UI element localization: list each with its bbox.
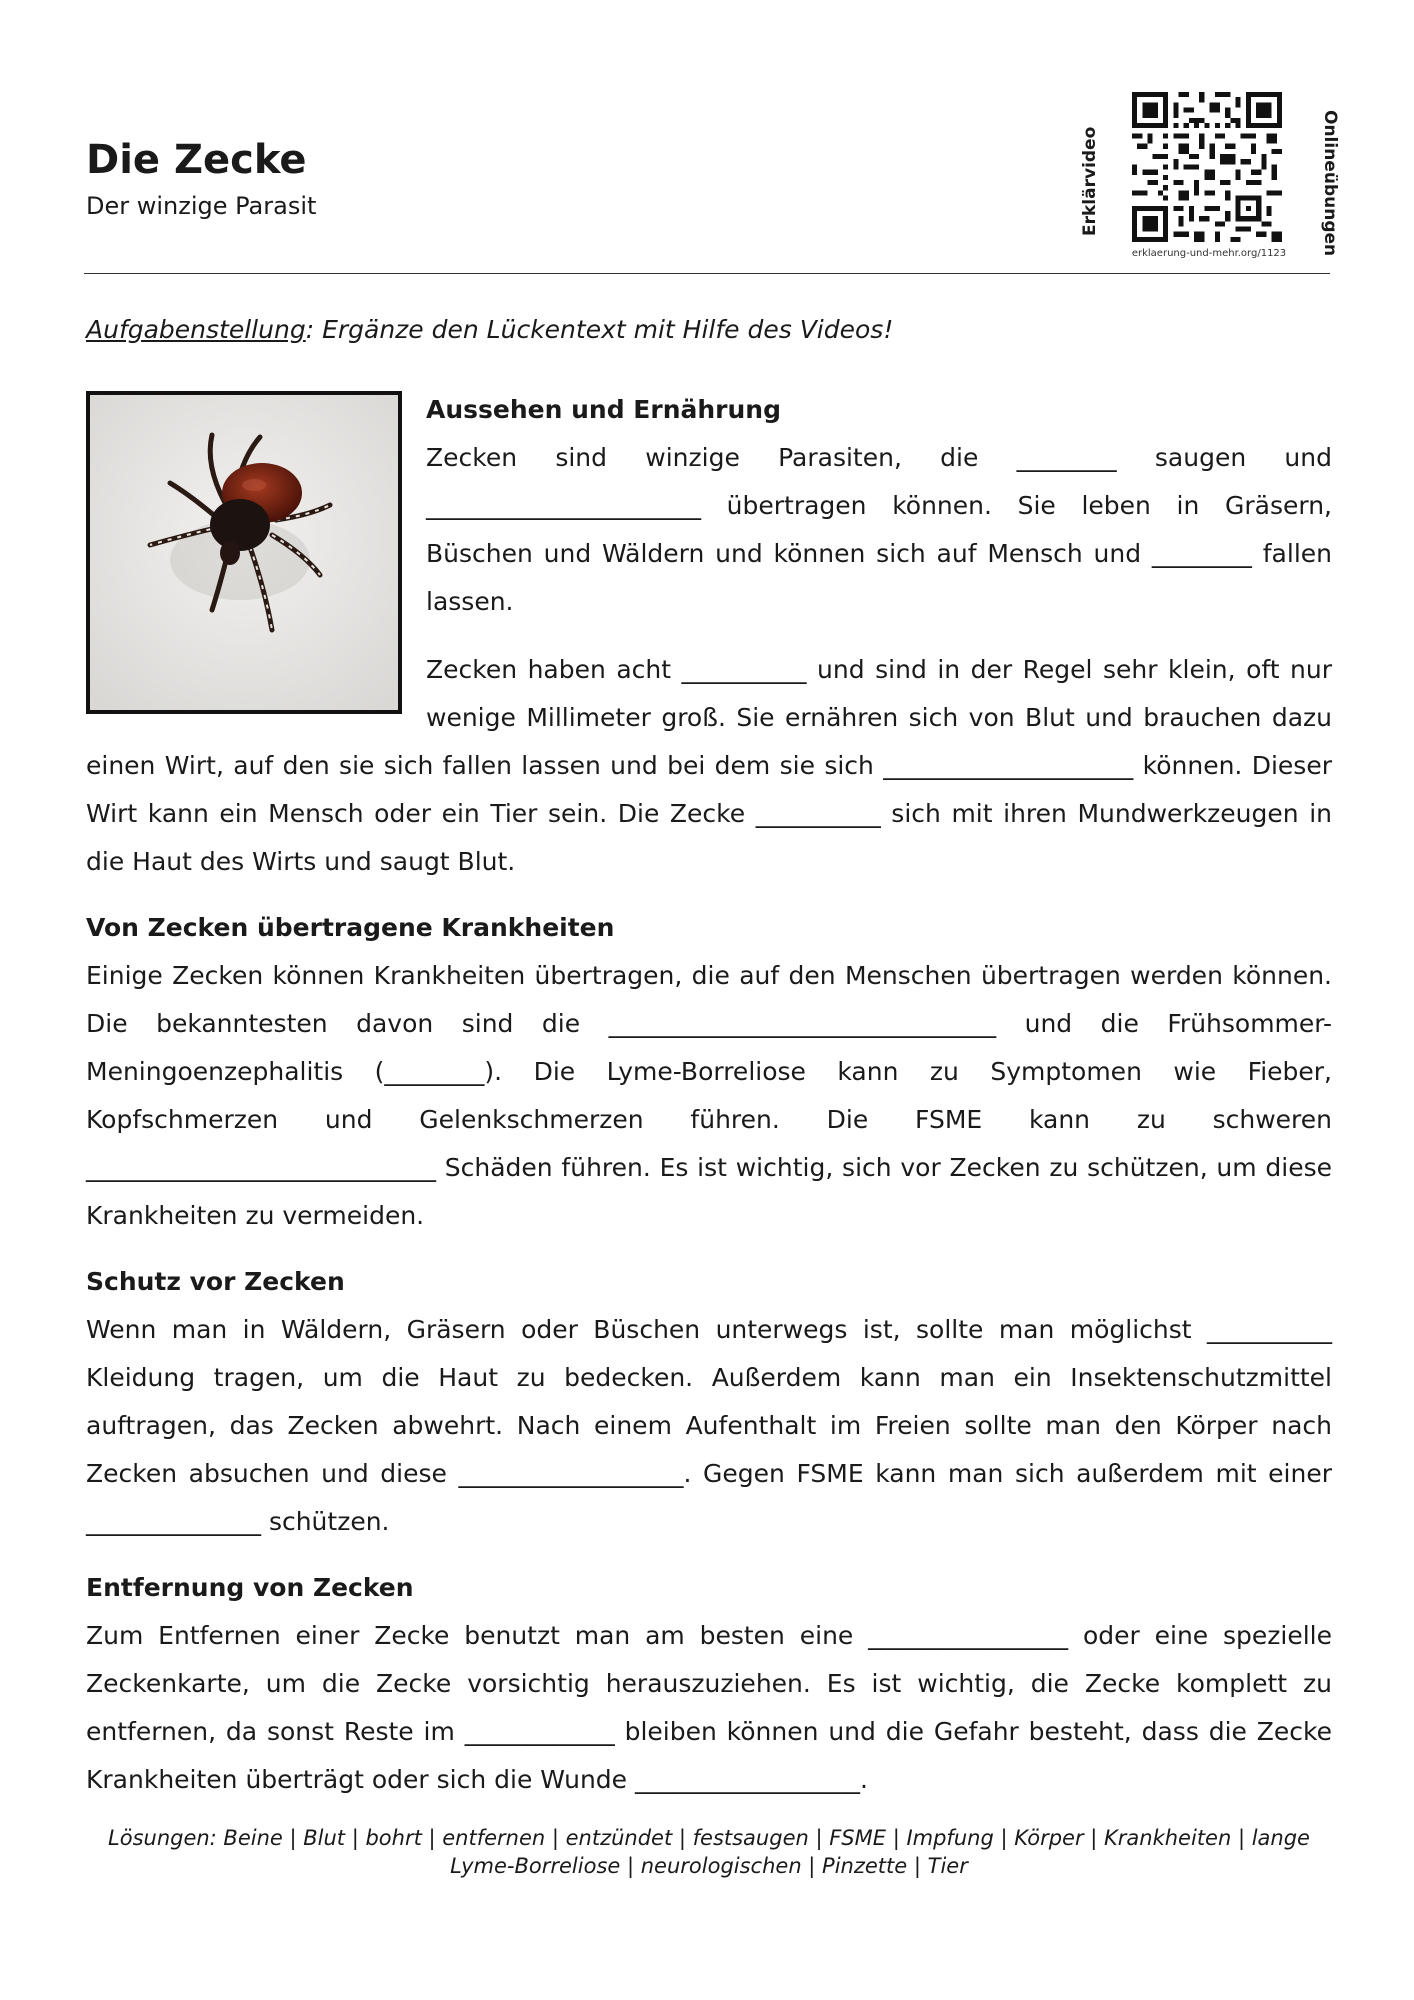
header-divider bbox=[84, 273, 1330, 274]
section-heading-appearance: Aussehen und Ernährung bbox=[426, 395, 782, 424]
section-heading-protection: Schutz vor Zecken bbox=[86, 1267, 345, 1296]
task-text: : Ergänze den Lückentext mit Hilfe des Videos! bbox=[305, 315, 894, 344]
cloze-text bbox=[86, 386, 1332, 1804]
paragraph-appearance-1: Zecken sind winzige Parasiten, die ________ saugen und ______________________ übertragen können. Sie leben in Gräsern, Büschen und Wäldern und können sich auf Mensch und ________ fallen lassen. bbox=[426, 443, 1332, 616]
paragraph-appearance-2: Zecken haben acht __________ und sind in der Regel sehr klein, oft nur wenige Millimeter groß. Sie ernähren sich von Blut und brauchen dazu einen Wirt, auf den sie sich fallen lassen und bei dem sie sich ____________________ können. Dieser Wirt kann ein Mensch oder ein Tier sein. Die Zecke __________ sich mit ihren Mundwerkzeugen in die Haut des Wirts und saugt Blut. bbox=[86, 655, 1332, 876]
task-instruction bbox=[86, 312, 893, 347]
paragraph-diseases: Einige Zecken können Krankheiten übertragen, die auf den Menschen übertragen werden können. Die bekanntesten davon sind die _______________________________ und die Frühsommer-Meningoenzephalitis (________). Die Lyme-Borreliose kann zu Symptomen wie Fieber, Kopfschmerzen und Gelenkschmerzen führen. Die FSME kann zu schweren ____________________________ Schäden führen. Es ist wichtig, sich vor Zecken zu schützen, um diese Krankheiten zu vermeiden. bbox=[86, 961, 1332, 1230]
section-heading-diseases: Von Zecken übertragene Krankheiten bbox=[86, 913, 615, 942]
qr-code-block bbox=[1080, 86, 1340, 272]
task-label: Aufgabenstellung bbox=[86, 315, 306, 344]
qr-url: erklaerung-und-mehr.org/1123 bbox=[1131, 248, 1287, 259]
paragraph-protection: Wenn man in Wäldern, Gräsern oder Büschen unterwegs ist, sollte man möglichst __________ Kleidung tragen, um die Haut zu bedecken. Außerdem kann man ein Insektenschutzmittel auftragen, das Zecken abwehrt. Nach einem Aufenthalt im Freien sollte man den Körper nach Zecken absuchen und diese __________________. Gegen FSME kann man sich außerdem mit einer ______________ schützen. bbox=[86, 1315, 1332, 1536]
solutions-word-bank: Lösungen: Beine | Blut | bohrt | entfernen | entzündet | festsaugen | FSME | Impfung | Körper | Krankheiten | lange Lyme-Borreliose | neurologischen | Pinzette | Tier bbox=[108, 1826, 1310, 1878]
qr-code-icon[interactable] bbox=[1132, 92, 1282, 242]
page-title: Die Zecke bbox=[86, 137, 307, 183]
qr-label-online-exercises: Onlineübungen bbox=[1320, 109, 1340, 257]
paragraph-removal: Zum Entfernen einer Zecke benutzt man am besten eine ________________ oder eine spezielle Zeckenkarte, um die Zecke vorsichtig herauszuziehen. Es ist wichtig, die Zecke komplett zu entfernen, da sonst Reste im ____________ bleiben können und die Gefahr besteht, dass die Zecke Krankheiten überträgt oder sich die Wunde __________________. bbox=[86, 1621, 1332, 1794]
qr-label-explainer-video: Erklärvideo bbox=[1080, 126, 1100, 236]
section-heading-removal: Entfernung von Zecken bbox=[86, 1573, 414, 1602]
page-subtitle: Der winzige Parasit bbox=[86, 192, 317, 220]
